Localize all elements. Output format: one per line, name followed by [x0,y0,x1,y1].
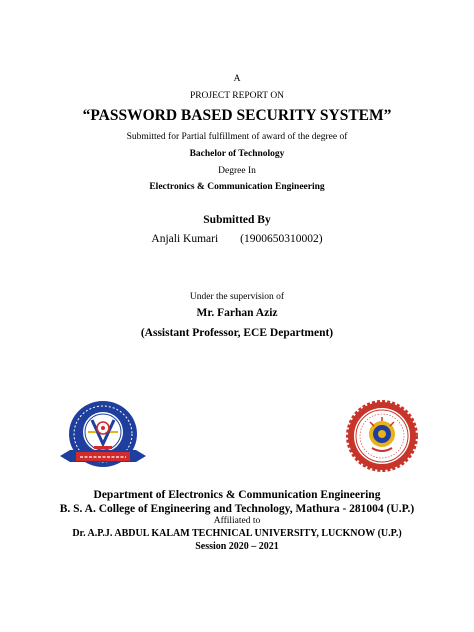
submitted-by-heading: Submitted By [203,214,271,226]
degree-name: Bachelor of Technology [189,149,285,159]
academic-session: Session 2020 – 2021 [195,541,279,552]
college-emblem-logo [56,398,150,472]
report-type: PROJECT REPORT ON [189,91,285,101]
supervisor-designation: (Assistant Professor, ECE Department) [140,327,334,339]
student-name: Anjali Kumari [151,233,219,245]
degree-in-label: Degree In [218,166,256,176]
student-info [0,233,474,245]
supervision-intro: Under the supervision of [189,292,285,302]
affiliated-to-label: Affiliated to [213,516,261,526]
department-name: Department of Electronics & Communication Engineering [93,489,381,501]
student-roll-number: (1900650310002) [240,233,323,245]
university-emblem-logo [346,400,418,472]
college-name: B. S. A. College of Engineering and Technology, Mathura - 281004 (U.P.) [59,503,415,515]
title-article: A [233,74,241,84]
university-name: Dr. A.P.J. ABDUL KALAM TECHNICAL UNIVERSITY, LUCKNOW (U.P.) [72,528,402,539]
project-title: “PASSWORD BASED SECURITY SYSTEM” [82,107,392,124]
supervisor-name: Mr. Farhan Aziz [196,307,278,319]
branch-name: Electronics & Communication Engineering [149,182,325,192]
submission-purpose: Submitted for Partial fulfillment of award of the degree of [126,132,348,142]
